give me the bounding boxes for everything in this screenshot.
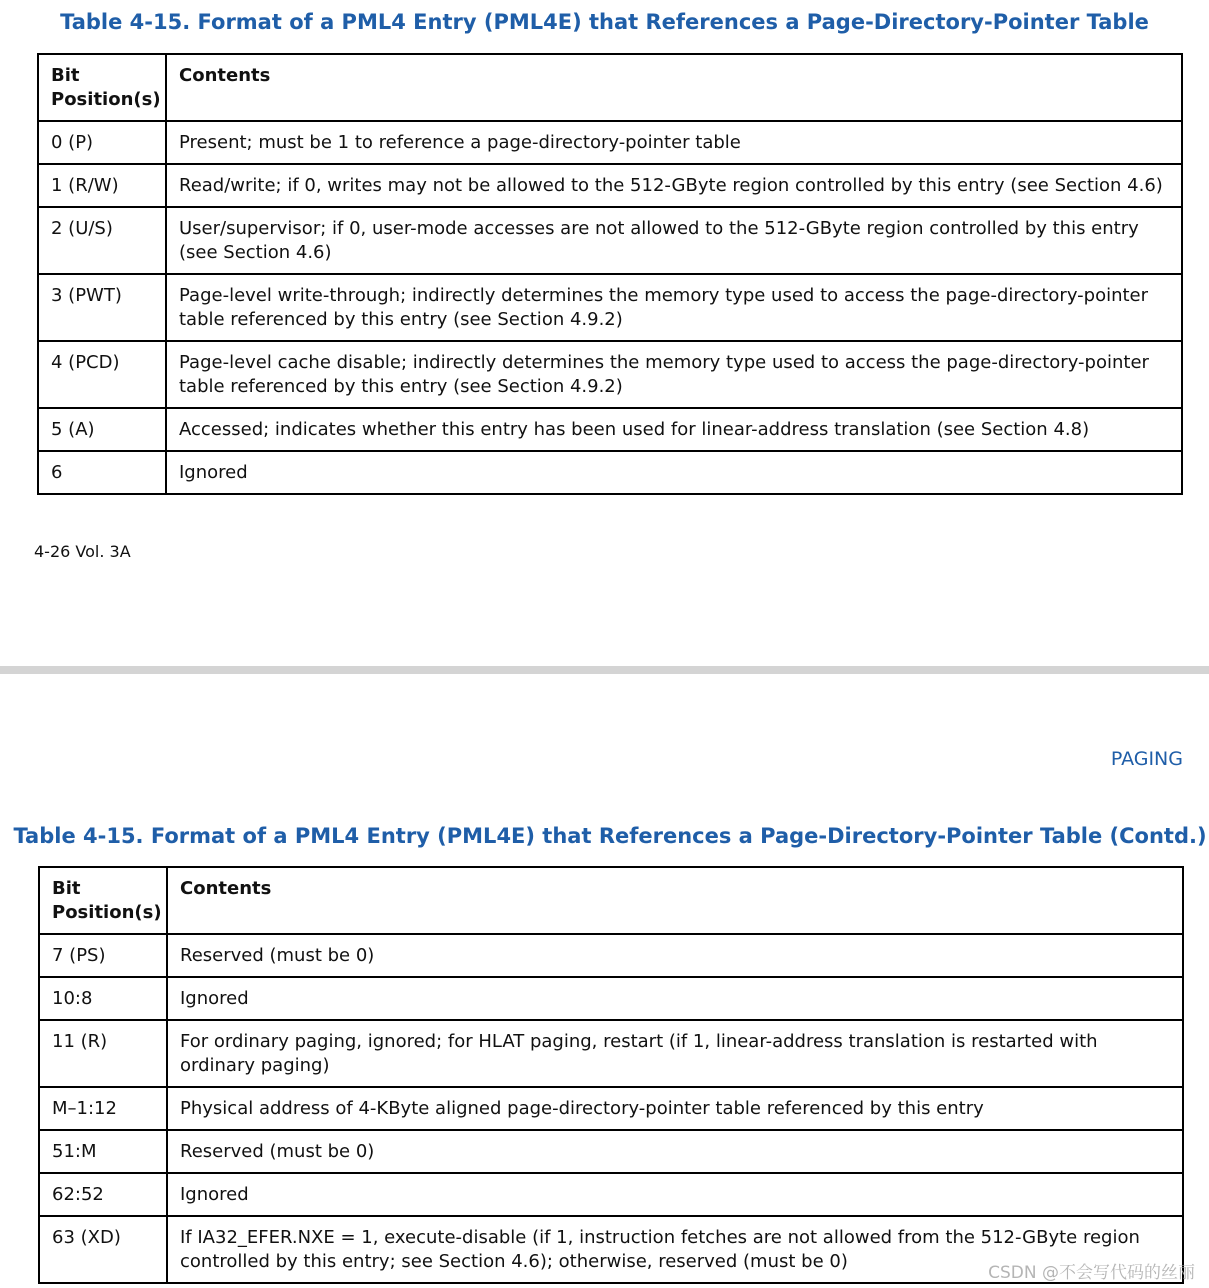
table-row [39, 1130, 1183, 1173]
bit-cell: 11 (R) [39, 1020, 167, 1087]
bit-cell: 6 [38, 451, 166, 494]
watermark: CSDN @不会写代码的丝丽 [988, 1263, 1195, 1283]
header-bit-position: Bit Position(s) [39, 867, 167, 934]
contents-cell: Ignored [166, 451, 1182, 494]
table-row [39, 1173, 1183, 1216]
page-footer: 4-26 Vol. 3A [34, 542, 131, 561]
bit-cell: 7 (PS) [39, 934, 167, 977]
contents-cell: Reserved (must be 0) [167, 934, 1183, 977]
contents-cell: Ignored [167, 977, 1183, 1020]
header-contents: Contents [166, 54, 1182, 121]
contents-cell: Reserved (must be 0) [167, 1130, 1183, 1173]
section-label: PAGING [1110, 748, 1183, 770]
header-contents: Contents [167, 867, 1183, 934]
header-bit-position: Bit Position(s) [38, 54, 166, 121]
bit-cell: 62:52 [39, 1173, 167, 1216]
table-row [39, 977, 1183, 1020]
table-row [38, 341, 1182, 408]
bit-cell: 51:M [39, 1130, 167, 1173]
contents-cell: Accessed; indicates whether this entry has been used for linear-address translation (see Section 4.8) [166, 408, 1182, 451]
contents-cell: User/supervisor; if 0, user-mode accesses are not allowed to the 512-GByte region controlled by this entry (see Section 4.6) [166, 207, 1182, 274]
page-separator [0, 666, 1209, 674]
contents-cell: For ordinary paging, ignored; for HLAT paging, restart (if 1, linear-address translation is restarted with ordinary paging) [167, 1020, 1183, 1087]
pml4e-table-contd [38, 866, 1184, 1284]
bit-cell: 3 (PWT) [38, 274, 166, 341]
bit-cell: 5 (A) [38, 408, 166, 451]
pml4e-table [37, 53, 1183, 495]
table-row [39, 934, 1183, 977]
bit-cell: 1 (R/W) [38, 164, 166, 207]
contents-cell: Ignored [167, 1173, 1183, 1216]
table-row [38, 274, 1182, 341]
contents-cell: Read/write; if 0, writes may not be allowed to the 512-GByte region controlled by this entry (see Section 4.6) [166, 164, 1182, 207]
bit-cell: 63 (XD) [39, 1216, 167, 1283]
contents-cell: Page-level cache disable; indirectly determines the memory type used to access the page-directory-pointer table referenced by this entry (see Section 4.9.2) [166, 341, 1182, 408]
bit-cell: 0 (P) [38, 121, 166, 164]
table-row [38, 207, 1182, 274]
contents-cell: Present; must be 1 to reference a page-directory-pointer table [166, 121, 1182, 164]
bit-cell: 4 (PCD) [38, 341, 166, 408]
table-title: Table 4-15. Format of a PML4 Entry (PML4E) that References a Page-Directory-Pointer Table [60, 10, 1149, 34]
bit-cell: M–1:12 [39, 1087, 167, 1130]
table-row [38, 164, 1182, 207]
table-header-row [39, 867, 1183, 934]
table-row [38, 451, 1182, 494]
table-row [38, 121, 1182, 164]
contents-cell: If IA32_EFER.NXE = 1, execute-disable (if 1, instruction fetches are not allowed from the 512-GByte region controlled by this entry; see Section 4.6); otherwise, reserved (must be 0) [167, 1216, 1183, 1283]
bit-cell: 10:8 [39, 977, 167, 1020]
table-row [39, 1020, 1183, 1087]
table-title-contd: Table 4-15. Format of a PML4 Entry (PML4E) that References a Page-Directory-Pointer Table (Contd.) [13, 824, 1207, 848]
contents-cell: Page-level write-through; indirectly determines the memory type used to access the page-directory-pointer table referenced by this entry (see Section 4.9.2) [166, 274, 1182, 341]
contents-cell: Physical address of 4-KByte aligned page-directory-pointer table referenced by this entry [167, 1087, 1183, 1130]
table-row [39, 1087, 1183, 1130]
bit-cell: 2 (U/S) [38, 207, 166, 274]
table-row [38, 408, 1182, 451]
table-header-row [38, 54, 1182, 121]
